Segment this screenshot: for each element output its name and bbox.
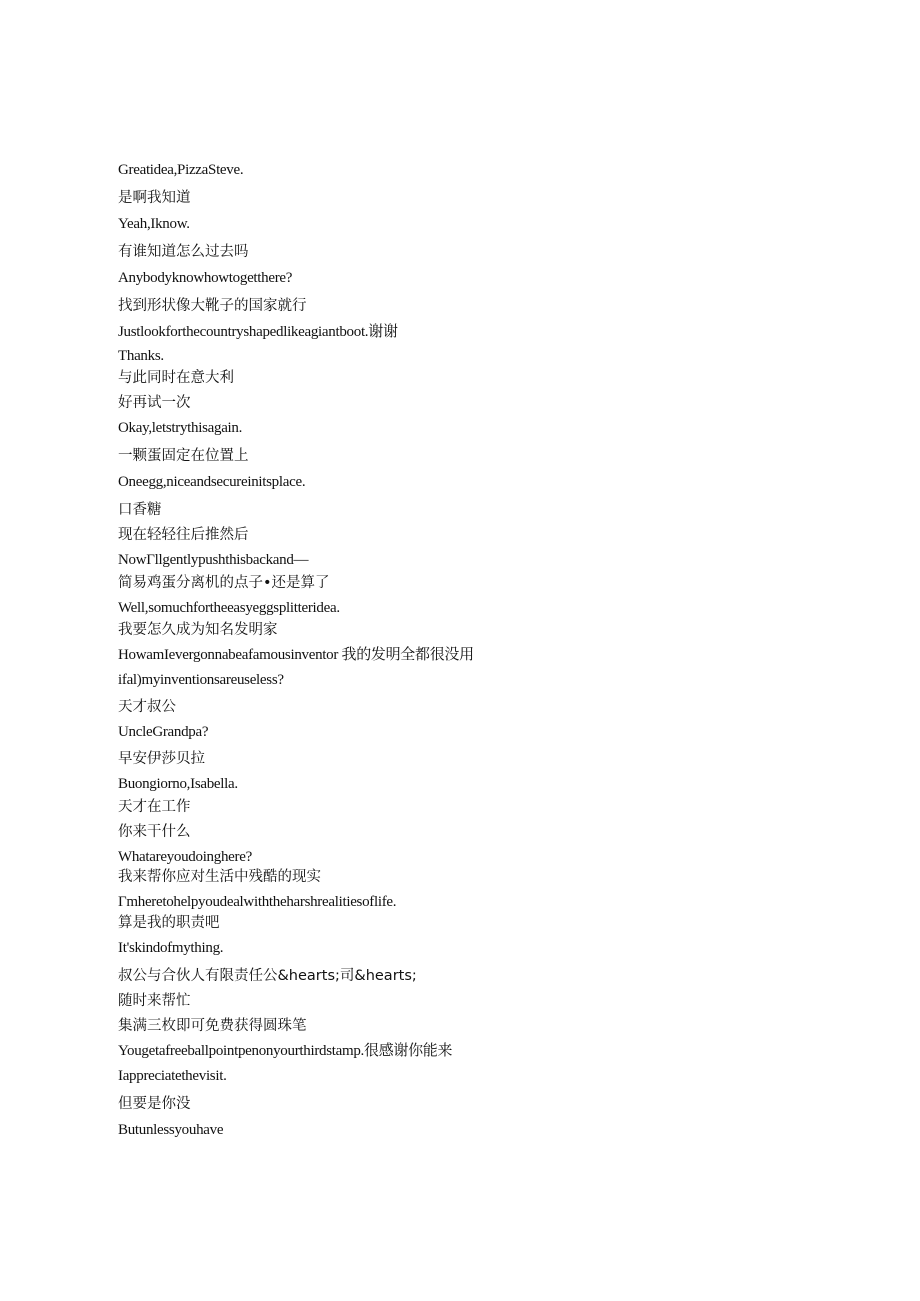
subtitle-line: Justlookforthecountryshapedlikeagiantboot.谢谢 [118, 324, 398, 340]
subtitle-line: 随时来帮忙 [118, 993, 191, 1009]
subtitle-line: Yougetafreeballpointpenonyourthirdstamp.很感谢你能来 [118, 1043, 453, 1059]
subtitle-line: HowamIevergonnabeafamousinventor 我的发明全都很没用 [118, 647, 474, 663]
subtitle-line: Buongiorno,Isabella. [118, 776, 238, 792]
subtitle-line: Butunlessyouhave [118, 1122, 224, 1138]
subtitle-line: 一颗蛋固定在位置上 [118, 448, 249, 464]
subtitle-line: 但要是你没 [118, 1096, 191, 1112]
subtitle-line: 叔公与合伙人有限责任公&hearts;司&hearts; [118, 968, 417, 984]
subtitle-line: NowΓllgentlypushthisbackand— [118, 552, 309, 568]
subtitle-line: 现在轻轻往后推然后 [118, 527, 249, 543]
subtitle-line: ifal)myinventionsareuseless? [118, 672, 284, 688]
subtitle-line: 天才在工作 [118, 799, 191, 815]
subtitle-line: Okay,letstrythisagain. [118, 420, 243, 436]
subtitle-line: Greatidea,PizzaSteve. [118, 162, 244, 178]
subtitle-line: 我要怎久成为知名发明家 [118, 622, 278, 638]
subtitle-line: 简易鸡蛋分离机的点子•还是算了 [118, 575, 330, 591]
subtitle-line: 找到形状像大靴子的国家就行 [118, 298, 307, 314]
subtitle-line: Iappreciatethevisit. [118, 1068, 227, 1084]
subtitle-line: 是啊我知道 [118, 190, 191, 206]
subtitle-line: UncleGrandpa? [118, 724, 209, 740]
subtitle-line: Oneegg,niceandsecureinitsplace. [118, 474, 306, 490]
subtitle-line: 集满三枚即可免费获得圆珠笔 [118, 1018, 307, 1034]
subtitle-line: 有谁知道怎么过去吗 [118, 244, 249, 260]
subtitle-line: 口香糖 [118, 502, 162, 518]
subtitle-line: 与此同时在意大利 [118, 370, 234, 386]
subtitle-line: Thanks. [118, 348, 164, 364]
subtitle-line: Yeah,Iknow. [118, 216, 190, 232]
subtitle-line: 天才叔公 [118, 699, 176, 715]
subtitle-line: Γmheretohelpyoudealwiththeharshrealitiesoflife. [118, 894, 397, 910]
subtitle-line: 你来干什么 [118, 824, 191, 840]
subtitle-line: 早安伊莎贝拉 [118, 751, 205, 767]
subtitle-line: 好再试一次 [118, 395, 191, 411]
subtitle-line: Well,somuchfortheeasyeggsplitteridea. [118, 600, 340, 616]
subtitle-line: Anybodyknowhowtogetthere? [118, 270, 293, 286]
subtitle-line: 我来帮你应对生活中残酷的现实 [118, 869, 321, 885]
subtitle-line: It'skindofmything. [118, 940, 224, 956]
subtitle-line: 算是我的职责吧 [118, 915, 220, 931]
subtitle-line: Whatareyoudoinghere? [118, 849, 252, 865]
